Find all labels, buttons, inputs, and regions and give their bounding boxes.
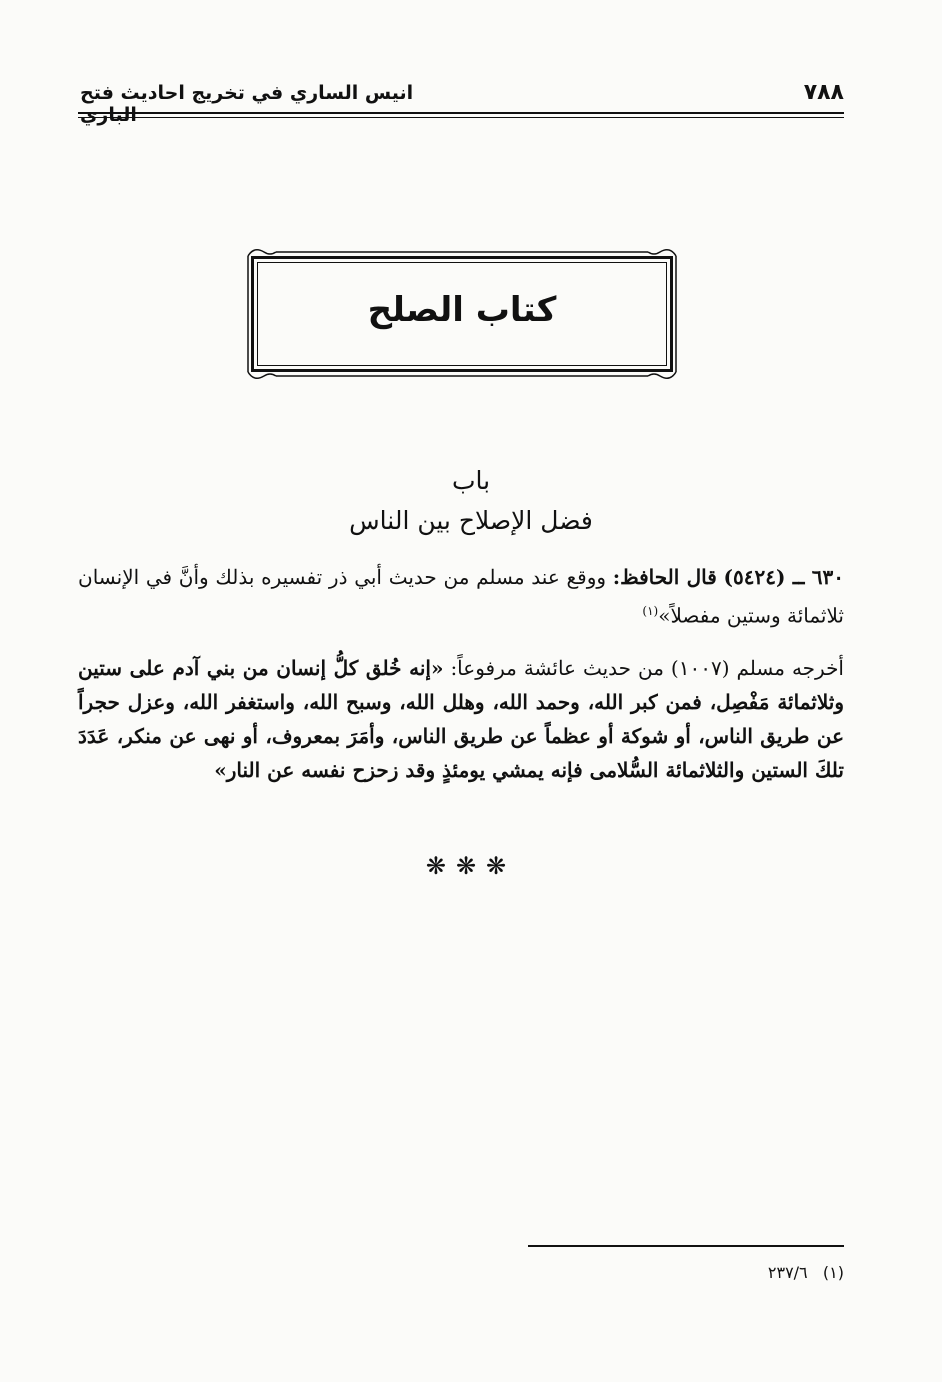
header-rule-thin — [78, 117, 844, 118]
chapter-title: كتاب الصلح — [367, 290, 557, 330]
takhrij-lead: أخرجه مسلم (١٠٠٧) من حديث عائشة مرفوعاً: — [450, 656, 844, 680]
footnote-marker: (١) — [642, 604, 659, 618]
section-separator: ❋❋❋ — [425, 852, 517, 880]
footnote-rule — [528, 1245, 844, 1247]
running-title: انيس الساري في تخريج احاديث فتح الباري — [80, 82, 414, 126]
section-title: فضل الإصلاح بين الناس — [349, 506, 593, 535]
takhrij-paragraph — [78, 651, 844, 787]
footnote-text: ٢٣٧/٦ — [767, 1263, 808, 1282]
hadith-text: «إنه خُلق كلُّ إنسان من بني آدم على ستين وثلاثمائة مَفْصِل، فمن كبر الله، وحمد الله، وهلل الله، وسبح الله، واستغفر الله، وعزل حجراً عن طريق الناس، أو شوكة أو عظماً عن طريق الناس، وأمَرَ بمعروف، أو نهى عن منكر، عَدَدَ تلكَ الستين والثلاثمائة السُّلامى فإنه يمشي يومئذٍ وقد زحزح نفسه عن النار» — [78, 656, 844, 782]
entry-number: ٦٣٠ ــ (٥٤٢٤) — [723, 565, 845, 589]
entry-paragraph — [78, 560, 844, 633]
entry-text: ووقع عند مسلم من حديث أبي ذر تفسيره بذلك وأنَّ في الإنسان ثلاثمائة وستين مفصلاً» — [78, 565, 844, 628]
entry-speaker: قال الحافظ: — [612, 565, 717, 589]
footnote — [528, 1263, 844, 1282]
page-number: ٧٨٨ — [803, 80, 844, 105]
section-label: باب — [451, 466, 491, 495]
footnote-number: (١) — [822, 1263, 844, 1282]
header-rule — [78, 112, 844, 114]
